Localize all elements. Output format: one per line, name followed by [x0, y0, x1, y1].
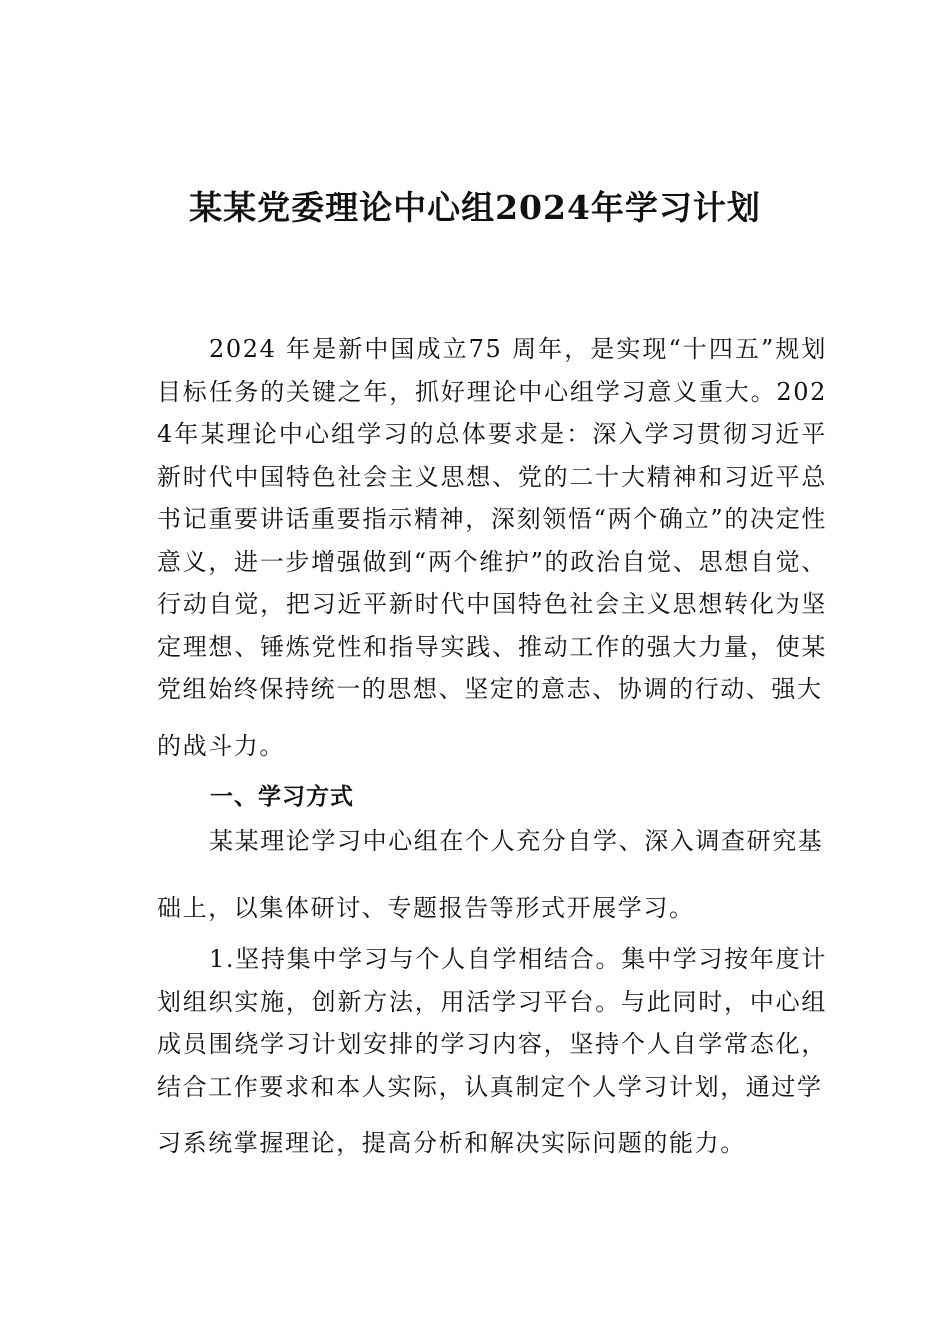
intro-paragraph-end: 的战斗力。 — [157, 732, 285, 760]
item-1-paragraph: 1.坚持集中学习与个人自学相结合。集中学习按年度计划组织实施，创新方法，用活学习平台。与此同时，中心组成员围绕学习计划安排的学习内容，坚持个人自学常态化，结合工作要求和本人实际，认真制定个人学习计划，通过学 — [157, 945, 827, 1101]
item-1-paragraph-end: 习系统掌握理论，提高分析和解决实际问题的能力。 — [157, 1129, 746, 1157]
section-paragraph-end: 础上，以集体研讨、专题报告等形式开展学习。 — [157, 894, 695, 922]
intro-paragraph: 2024 年是新中国成立75 周年，是实现“十四五”规划目标任务的关键之年，抓好理论中心组学习意义重大。2024年某理论中心组学习的总体要求是：深入学习贯彻习近平新时代中国特色社会主义思想、党的二十大精神和习近平总书记重要讲话重要指示精神，深刻领悟“两个确立”的决定性意义，进一步增强做到“两个维护”的政治自觉、思想自觉、行动自觉，把习近平新时代中国特色社会主义思想转化为坚定理想、锤炼党性和指导实践、推动工作的强大力量，使某党组始终保持统一的思想、坚定的意志、协调的行动、强大 — [157, 335, 827, 703]
document-title: 某某党委理论中心组2024年学习计划 — [189, 188, 761, 227]
section-paragraph: 某某理论学习中心组在个人充分自学、深入调查研究基 — [209, 827, 824, 855]
section-heading-learning-method: 一、学习方式 — [210, 784, 354, 810]
